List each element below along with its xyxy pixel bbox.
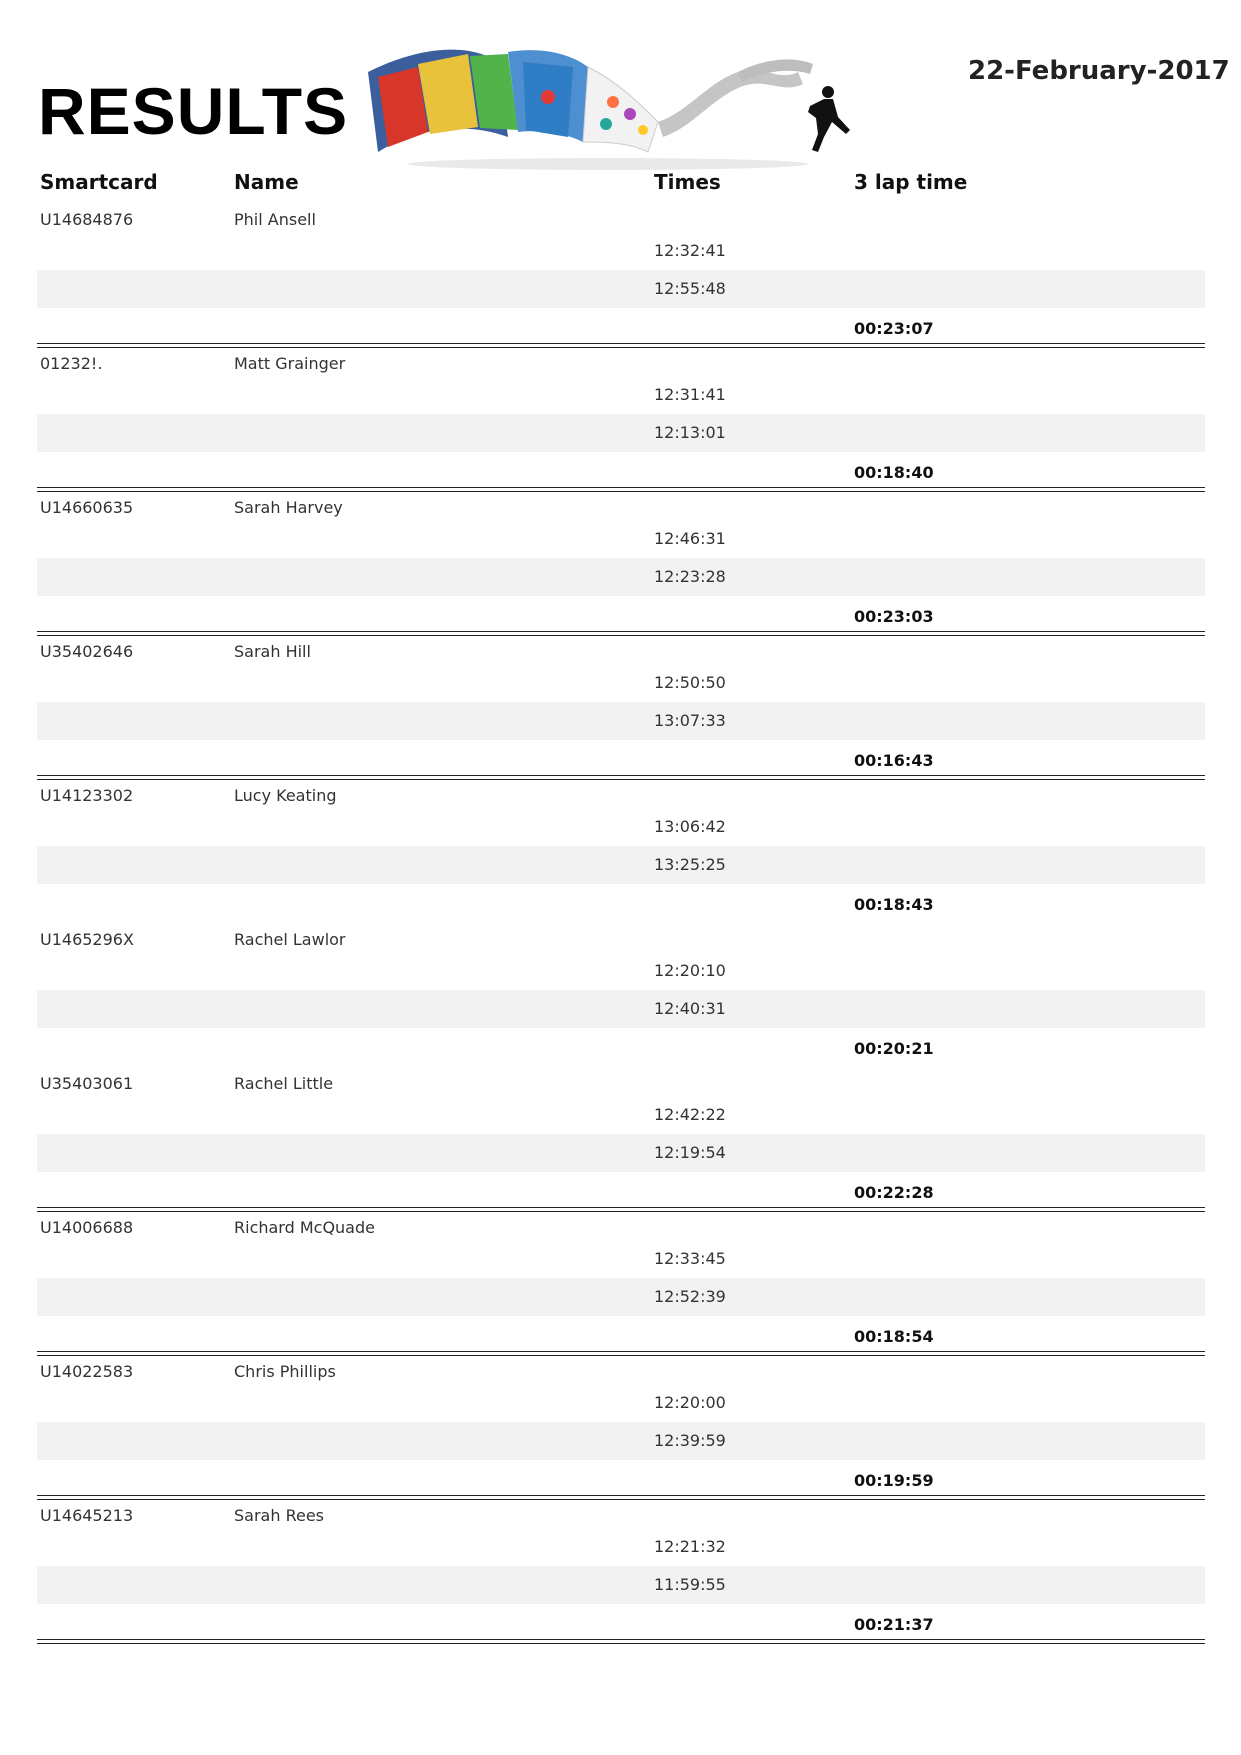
lap-time-2: 13:07:33 [654, 711, 726, 730]
smartcard-id: U14022583 [40, 1362, 134, 1381]
result-entry [37, 1356, 1205, 1500]
runner-name: Sarah Hill [234, 642, 311, 661]
entry-divider [37, 1639, 1205, 1644]
lap-time-1: 12:21:32 [654, 1537, 726, 1556]
entry-header-row [37, 204, 1205, 232]
time-row [37, 558, 1205, 596]
smartcard-id: U14645213 [40, 1506, 134, 1525]
three-lap-time: 00:21:37 [854, 1615, 934, 1634]
runner-name: Rachel Little [234, 1074, 334, 1093]
page-title: RESULTS [38, 74, 349, 148]
three-lap-time: 00:18:40 [854, 463, 934, 482]
time-row [37, 1096, 1205, 1132]
result-entry [37, 1068, 1205, 1212]
lap-time-2: 12:40:31 [654, 999, 726, 1018]
time-row [37, 520, 1205, 556]
total-row [37, 308, 1205, 344]
smartcard-id: U35402646 [40, 642, 134, 661]
total-row [37, 596, 1205, 632]
lap-time-2: 12:55:48 [654, 279, 726, 298]
time-row [37, 1566, 1205, 1604]
smartcard-id: U1465296X [40, 930, 134, 949]
entry-header-row [37, 492, 1205, 520]
header-name: Name [234, 170, 299, 194]
lap-time-2: 12:23:28 [654, 567, 726, 586]
lap-time-2: 12:52:39 [654, 1287, 726, 1306]
entry-header-row [37, 780, 1205, 808]
result-entry [37, 204, 1205, 348]
runner-name: Lucy Keating [234, 786, 337, 805]
report-date: 22-February-2017 [968, 56, 1230, 86]
lap-time-1: 12:42:22 [654, 1105, 726, 1124]
three-lap-time: 00:23:03 [854, 607, 934, 626]
entry-header-row [37, 1356, 1205, 1384]
runner-name: Matt Grainger [234, 354, 346, 373]
entry-header-row [37, 1500, 1205, 1528]
total-row [37, 1604, 1205, 1640]
runner-name: Sarah Rees [234, 1506, 324, 1525]
runner-name: Rachel Lawlor [234, 930, 346, 949]
total-row [37, 1172, 1205, 1208]
banner-graphic [358, 42, 888, 172]
header-lap-time: 3 lap time [854, 170, 968, 194]
lap-time-1: 12:50:50 [654, 673, 726, 692]
lap-time-1: 12:46:31 [654, 529, 726, 548]
smartcard-id: U14006688 [40, 1218, 134, 1237]
entry-header-row [37, 636, 1205, 664]
lap-time-1: 12:31:41 [654, 385, 726, 404]
time-row [37, 1422, 1205, 1460]
three-lap-time: 00:18:43 [854, 895, 934, 914]
result-entry [37, 780, 1205, 924]
smartcard-id: 01232!. [40, 354, 103, 373]
result-entry [37, 1212, 1205, 1356]
entry-header-row [37, 348, 1205, 376]
header-smartcard: Smartcard [40, 170, 158, 194]
time-row [37, 1134, 1205, 1172]
lap-time-2: 12:13:01 [654, 423, 726, 442]
result-entry [37, 924, 1205, 1068]
total-row [37, 1316, 1205, 1352]
results-list [37, 204, 1205, 1644]
time-row [37, 702, 1205, 740]
total-row [37, 452, 1205, 488]
three-lap-time: 00:19:59 [854, 1471, 934, 1490]
lap-time-2: 12:39:59 [654, 1431, 726, 1450]
lap-time-1: 13:06:42 [654, 817, 726, 836]
three-lap-time: 00:22:28 [854, 1183, 934, 1202]
lap-time-2: 11:59:55 [654, 1575, 726, 1594]
time-row [37, 232, 1205, 268]
lap-time-1: 12:20:10 [654, 961, 726, 980]
time-row [37, 846, 1205, 884]
lap-time-2: 12:19:54 [654, 1143, 726, 1162]
three-lap-time: 00:23:07 [854, 319, 934, 338]
total-row [37, 884, 1205, 920]
time-row [37, 664, 1205, 700]
time-row [37, 270, 1205, 308]
table-header [40, 170, 1200, 202]
entry-header-row [37, 924, 1205, 952]
runner-name: Phil Ansell [234, 210, 316, 229]
total-row [37, 1028, 1205, 1064]
lap-time-1: 12:20:00 [654, 1393, 726, 1412]
time-row [37, 1384, 1205, 1420]
time-row [37, 1278, 1205, 1316]
total-row [37, 1460, 1205, 1496]
total-row [37, 740, 1205, 776]
lap-time-1: 12:33:45 [654, 1249, 726, 1268]
time-row [37, 376, 1205, 412]
smartcard-id: U14684876 [40, 210, 134, 229]
runner-name: Chris Phillips [234, 1362, 336, 1381]
entry-header-row [37, 1068, 1205, 1096]
result-entry [37, 636, 1205, 780]
result-entry [37, 348, 1205, 492]
time-row [37, 414, 1205, 452]
smartcard-id: U14123302 [40, 786, 134, 805]
lap-time-2: 13:25:25 [654, 855, 726, 874]
time-row [37, 1528, 1205, 1564]
time-row [37, 1240, 1205, 1276]
time-row [37, 952, 1205, 988]
header-times: Times [654, 170, 721, 194]
smartcard-id: U14660635 [40, 498, 134, 517]
time-row [37, 808, 1205, 844]
three-lap-time: 00:16:43 [854, 751, 934, 770]
three-lap-time: 00:20:21 [854, 1039, 934, 1058]
time-row [37, 990, 1205, 1028]
runner-name: Richard McQuade [234, 1218, 375, 1237]
runner-name: Sarah Harvey [234, 498, 343, 517]
smartcard-id: U35403061 [40, 1074, 134, 1093]
result-entry [37, 492, 1205, 636]
result-entry [37, 1500, 1205, 1644]
three-lap-time: 00:18:54 [854, 1327, 934, 1346]
entry-header-row [37, 1212, 1205, 1240]
lap-time-1: 12:32:41 [654, 241, 726, 260]
